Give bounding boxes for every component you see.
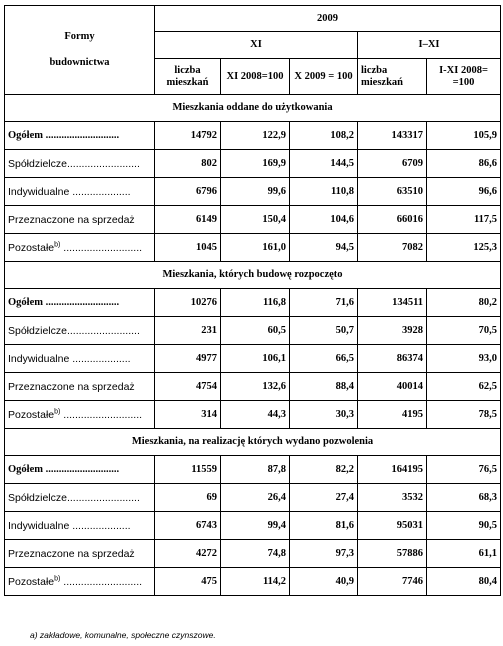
value-cell: 86374: [358, 345, 427, 373]
row-label-text: Ogółem ............................: [8, 296, 120, 308]
row-label-text: Pozostałe: [8, 241, 55, 254]
value-cell: 6743: [155, 512, 221, 540]
row-label-text: Przeznaczone na sprzedaż: [8, 213, 135, 226]
period-month-header: XI: [155, 32, 358, 59]
value-cell: 62,5: [427, 373, 501, 401]
row-label: [5, 234, 155, 262]
footnote-marker: b): [54, 575, 61, 582]
value-cell: 6149: [155, 206, 221, 234]
value-cell: 40014: [358, 373, 427, 401]
row-label-text: Ogółem ............................: [8, 463, 120, 475]
value-cell: 125,3: [427, 234, 501, 262]
value-cell: 169,9: [221, 150, 290, 178]
forms-label-bottom: budownictwa: [49, 57, 110, 68]
value-cell: 164195: [358, 456, 427, 484]
value-cell: 66,5: [290, 345, 358, 373]
value-cell: 4195: [358, 401, 427, 429]
value-cell: 93,0: [427, 345, 501, 373]
value-cell: 96,6: [427, 178, 501, 206]
table-row: [5, 345, 501, 373]
row-label-text: Spółdzielcze.........................: [8, 324, 140, 337]
value-cell: 81,6: [290, 512, 358, 540]
row-label: [5, 373, 155, 401]
value-cell: 63510: [358, 178, 427, 206]
row-label: [5, 540, 155, 568]
value-cell: 44,3: [221, 401, 290, 429]
value-cell: 106,1: [221, 345, 290, 373]
leader-dots: ...........................: [60, 241, 143, 254]
table-row: [5, 206, 501, 234]
value-cell: 143317: [358, 122, 427, 150]
value-cell: 11559: [155, 456, 221, 484]
value-cell: 99,6: [221, 178, 290, 206]
section-title: Mieszkania, których budowę rozpoczęto: [5, 262, 501, 289]
subheader-index-cumulative: I-XI 2008= =100: [427, 59, 501, 95]
table-row: [5, 456, 501, 484]
row-label: [5, 484, 155, 512]
value-cell: 108,2: [290, 122, 358, 150]
value-cell: 76,5: [427, 456, 501, 484]
table-row: [5, 512, 501, 540]
section-title: Mieszkania, na realizację których wydano pozwolenia: [5, 429, 501, 456]
value-cell: 86,6: [427, 150, 501, 178]
value-cell: 1045: [155, 234, 221, 262]
row-label: [5, 401, 155, 429]
table-row: [5, 373, 501, 401]
value-cell: 82,2: [290, 456, 358, 484]
row-label: [5, 317, 155, 345]
row-label: [5, 122, 155, 150]
footnote: a) zakładowe, komunalne, społeczne czynszowe.: [30, 630, 216, 640]
table-row: [5, 234, 501, 262]
value-cell: 66016: [358, 206, 427, 234]
subheader-index-mom: X 2009 = 100: [290, 59, 358, 95]
row-label-text: Indywidualne ....................: [8, 519, 131, 532]
value-cell: 60,5: [221, 317, 290, 345]
footnote-marker: b): [54, 408, 61, 415]
value-cell: 7082: [358, 234, 427, 262]
value-cell: 10276: [155, 289, 221, 317]
leader-dots: ...........................: [60, 575, 143, 588]
section-title: Mieszkania oddane do użytkowania: [5, 95, 501, 122]
row-label-text: Indywidualne ....................: [8, 352, 131, 365]
value-cell: 57886: [358, 540, 427, 568]
row-label-text: Spółdzielcze.........................: [8, 491, 140, 504]
value-cell: 161,0: [221, 234, 290, 262]
value-cell: 104,6: [290, 206, 358, 234]
value-cell: 97,3: [290, 540, 358, 568]
row-label: [5, 345, 155, 373]
value-cell: 3928: [358, 317, 427, 345]
value-cell: 70,5: [427, 317, 501, 345]
value-cell: 802: [155, 150, 221, 178]
table-row: [5, 484, 501, 512]
value-cell: 150,4: [221, 206, 290, 234]
table-row: [5, 289, 501, 317]
value-cell: 114,2: [221, 568, 290, 596]
forms-column-header: [5, 6, 155, 95]
row-label-text: Przeznaczone na sprzedaż: [8, 380, 135, 393]
section-header-row: [5, 429, 501, 456]
row-label: [5, 289, 155, 317]
row-label-text: Indywidualne ....................: [8, 185, 131, 198]
forms-label-top: Formy: [64, 31, 95, 42]
value-cell: 475: [155, 568, 221, 596]
value-cell: 4272: [155, 540, 221, 568]
value-cell: 144,5: [290, 150, 358, 178]
value-cell: 61,1: [427, 540, 501, 568]
row-label-text: Przeznaczone na sprzedaż: [8, 547, 135, 560]
value-cell: 50,7: [290, 317, 358, 345]
value-cell: 40,9: [290, 568, 358, 596]
row-label: [5, 456, 155, 484]
value-cell: 314: [155, 401, 221, 429]
value-cell: 30,3: [290, 401, 358, 429]
value-cell: 27,4: [290, 484, 358, 512]
table-row: [5, 317, 501, 345]
subheader-count-month: liczba mieszkań: [155, 59, 221, 95]
value-cell: 4754: [155, 373, 221, 401]
row-label: [5, 206, 155, 234]
value-cell: 134511: [358, 289, 427, 317]
value-cell: 88,4: [290, 373, 358, 401]
leader-dots: ...........................: [60, 408, 143, 421]
value-cell: 71,6: [290, 289, 358, 317]
table-row: [5, 122, 501, 150]
section-header-row: [5, 95, 501, 122]
table-row: [5, 568, 501, 596]
row-label: [5, 150, 155, 178]
value-cell: 69: [155, 484, 221, 512]
value-cell: 94,5: [290, 234, 358, 262]
value-cell: 90,5: [427, 512, 501, 540]
row-label-text: Spółdzielcze.........................: [8, 157, 140, 170]
housing-statistics-table: [4, 5, 501, 596]
value-cell: 80,2: [427, 289, 501, 317]
value-cell: 7746: [358, 568, 427, 596]
value-cell: 3532: [358, 484, 427, 512]
value-cell: 95031: [358, 512, 427, 540]
value-cell: 26,4: [221, 484, 290, 512]
row-label-text: Ogółem ............................: [8, 129, 120, 141]
value-cell: 80,4: [427, 568, 501, 596]
value-cell: 68,3: [427, 484, 501, 512]
value-cell: 110,8: [290, 178, 358, 206]
value-cell: 122,9: [221, 122, 290, 150]
value-cell: 132,6: [221, 373, 290, 401]
row-label: [5, 178, 155, 206]
value-cell: 78,5: [427, 401, 501, 429]
table-row: [5, 540, 501, 568]
period-cumulative-header: I–XI: [358, 32, 501, 59]
value-cell: 117,5: [427, 206, 501, 234]
value-cell: 231: [155, 317, 221, 345]
value-cell: 74,8: [221, 540, 290, 568]
table-row: [5, 150, 501, 178]
table-row: [5, 178, 501, 206]
value-cell: 4977: [155, 345, 221, 373]
subheader-count-cumulative: liczba mieszkań: [358, 59, 427, 95]
value-cell: 99,4: [221, 512, 290, 540]
subheader-index-yoy: XI 2008=100: [221, 59, 290, 95]
row-label-text: Pozostałe: [8, 575, 55, 588]
row-label-text: Pozostałe: [8, 408, 55, 421]
row-label: [5, 568, 155, 596]
row-label: [5, 512, 155, 540]
value-cell: 6796: [155, 178, 221, 206]
table-row: [5, 401, 501, 429]
section-header-row: [5, 262, 501, 289]
value-cell: 14792: [155, 122, 221, 150]
footnote-marker: b): [54, 241, 61, 248]
value-cell: 87,8: [221, 456, 290, 484]
year-header: 2009: [155, 6, 501, 32]
value-cell: 105,9: [427, 122, 501, 150]
value-cell: 6709: [358, 150, 427, 178]
value-cell: 116,8: [221, 289, 290, 317]
